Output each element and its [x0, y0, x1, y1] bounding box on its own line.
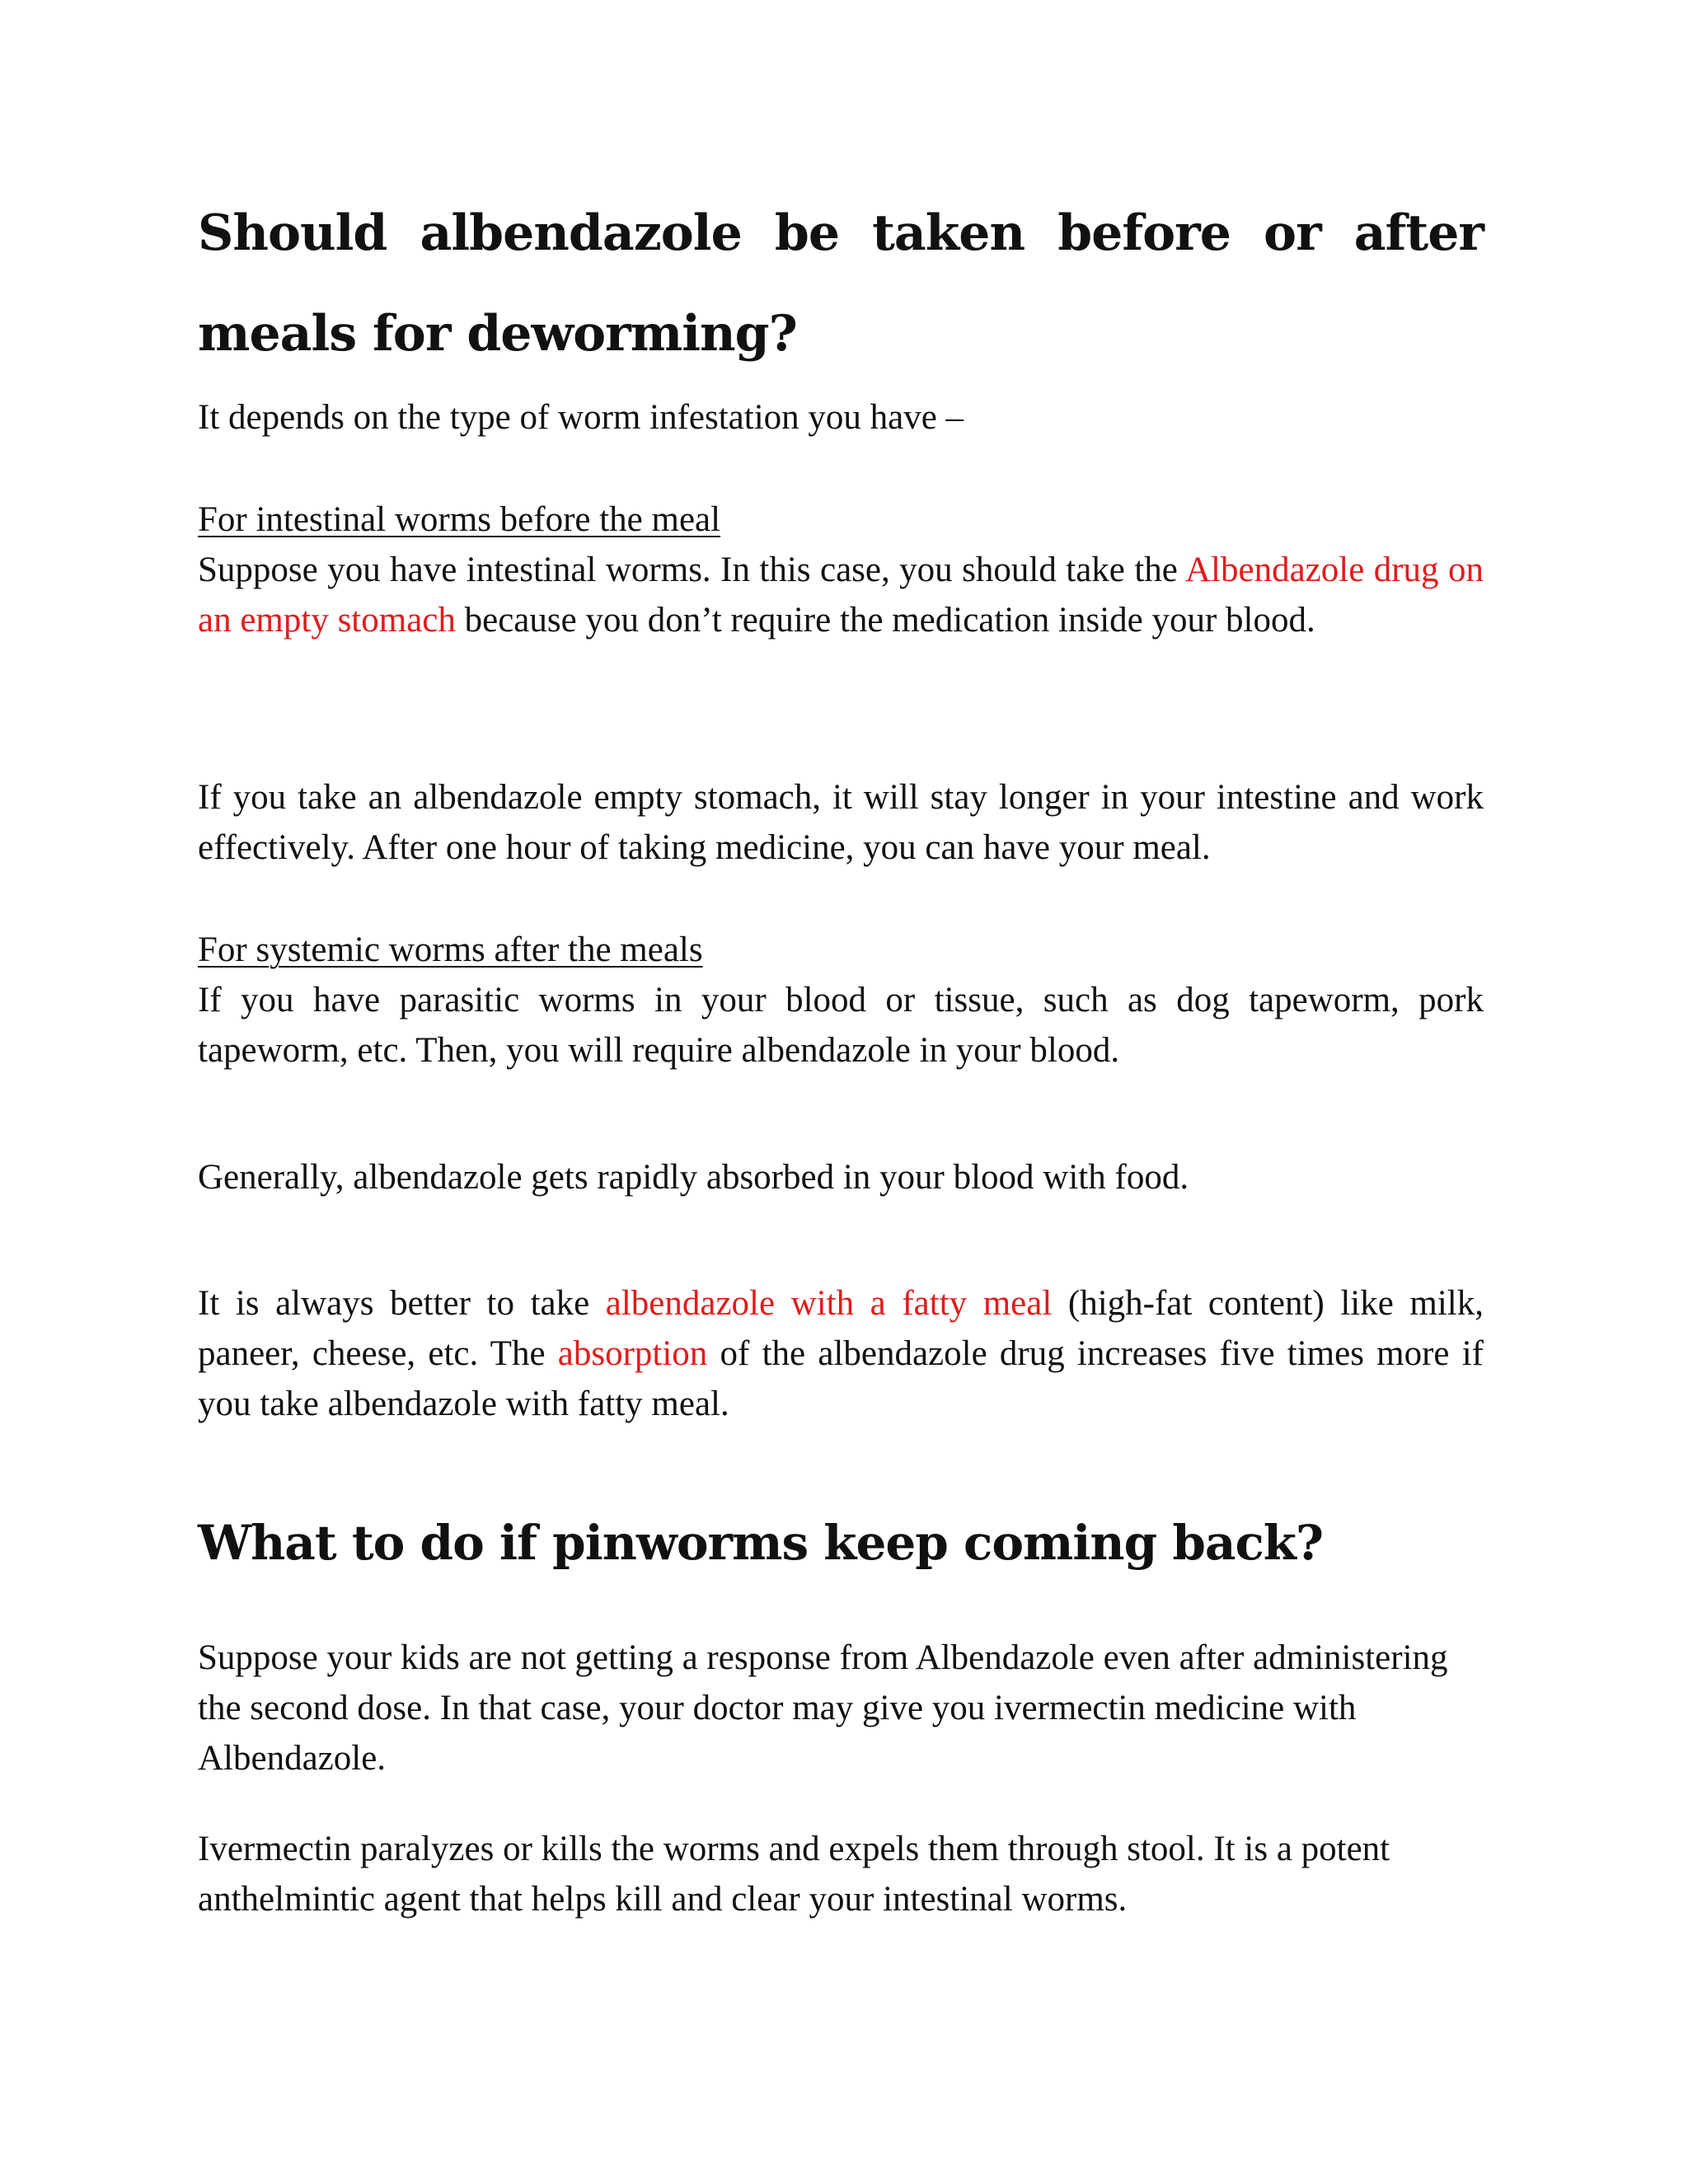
- subheading-intestinal: For intestinal worms before the meal: [198, 500, 721, 539]
- intestinal-paragraph-1: [198, 545, 1484, 645]
- page-title: Should albendazole be taken before or after meals for deworming?: [198, 204, 1484, 363]
- absorption-link[interactable]: absorption: [557, 1334, 708, 1373]
- pinworms-paragraph-1: Suppose your kids are not getting a response from Albendazole even after administering the second dose. In that case, your doctor may give you ivermectin medicine with Albendazole.: [198, 1638, 1448, 1778]
- section-heading-pinworms: What to do if pinworms keep coming back?: [198, 1515, 1323, 1571]
- albendazole-empty-stomach-link[interactable]: Albendazole drug on an empty stomach: [198, 551, 1484, 640]
- systemic-paragraph-2: Generally, albendazole gets rapidly absorbed in your blood with food.: [198, 1158, 1189, 1197]
- subheading-systemic: For systemic worms after the meals: [198, 930, 703, 969]
- intestinal-paragraph-2: If you take an albendazole empty stomach, it will stay longer in your intestine and work effectively. After one hour of taking medicine, you can have your meal.: [198, 778, 1484, 867]
- pinworms-paragraph-2: Ivermectin paralyzes or kills the worms and expels them through stool. It is a potent anthelmintic agent that helps kill and clear your intestinal worms.: [198, 1830, 1390, 1919]
- intestinal-paragraph-1-text-b: because you don’t require the medication inside your blood.: [455, 601, 1315, 640]
- systemic-paragraph-3: [198, 1278, 1484, 1429]
- systemic-paragraph-3-text-b: (high-fat content) like milk, paneer, cheese, etc. The: [198, 1284, 1484, 1373]
- systemic-paragraph-3-text-a: It is always better to take: [198, 1284, 606, 1323]
- intestinal-paragraph-1-text-a: Suppose you have intestinal worms. In this case, you should take the: [198, 551, 1185, 589]
- systemic-paragraph-3-text-c: of the albendazole drug increases five times more if you take albendazole with fatty meal.: [198, 1334, 1484, 1423]
- systemic-paragraph-1: If you have parasitic worms in your blood or tissue, such as dog tapeworm, pork tapeworm, etc. Then, you will require albendazole in your blood.: [198, 981, 1484, 1070]
- intro-paragraph: It depends on the type of worm infestation you have –: [198, 398, 964, 437]
- albendazole-fatty-meal-link[interactable]: albendazole with a fatty meal: [605, 1284, 1053, 1323]
